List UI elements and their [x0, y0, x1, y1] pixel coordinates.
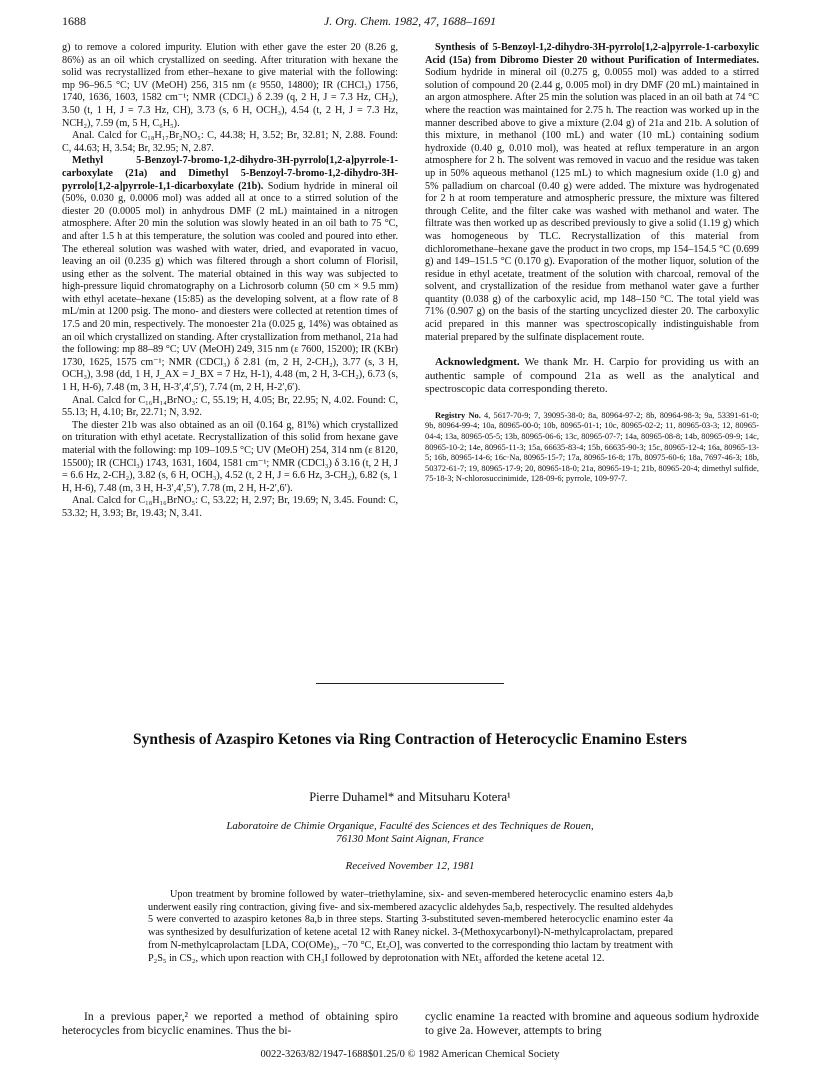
paragraph	[425, 42, 759, 344]
paragraph: g) to remove a colored impurity. Elution with ether gave the ester 20 (8.26 g, 86%) as an oil which crystallized on seeding. After trituration with hexane the solid was recrystallized from ether–hexane to give material with the following: mp 96–96.5 °C; UV (MeOH) 256, 315 nm (ε 9550, 14800); IR (CHCl₃) 1756, 1740, 1636, 1603, 1582 cm⁻¹; NMR (CDCl₃) δ 2.39 (q, 2 H, J = 7.3 Hz, CH₂), 3.50 (t, 1 H, J = 7.3 Hz, CH), 3.73 (s, 6 H, OCH₃), 4.54 (t, 2 H, J = 7.3 Hz, NCH₂), 7.59 (m, 5 H, C₆H₅).	[62, 42, 398, 129]
article-title: Synthesis of Azaspiro Ketones via Ring Contraction of Heterocyclic Enamino Esters	[133, 731, 687, 748]
introduction-text: cyclic enamine 1a reacted with bromine and aqueous sodium hydroxide to give 2a. However, attempts to bring	[425, 1011, 759, 1037]
right-column	[425, 42, 759, 485]
introduction-text: In a previous paper,² we reported a method of obtaining spiro heterocycles from bicyclic enamines. Thus the bi-	[62, 1011, 398, 1037]
registry-body: 4, 5617-70-9; 7, 39095-38-0; 8a, 80964-97-2; 8b, 80964-98-3; 9a, 53391-61-0; 9b, 80964-99-4; 10a, 80965-00-0; 10b, 80965-01-1; 10c, 80965-02-2; 11, 80965-03-3; 12, 80965-04-4; 13a, 80965-05-5; 13b, 80965-06-6; 13c, 80965-07-7; 14a, 80965-08-8; 14b, 80965-09-9; 14c, 80965-10-2; 14e, 80965-11-3; 15a, 66635-83-4; 15b, 66635-90-3; 15c, 80965-12-4; 16a, 80965-13-5; 16b, 80965-14-6; 16c·Na, 80965-15-7; 17a, 80965-16-8; 17b, 80975-60-6; 18a, 7697-46-3; 18b, 50372-61-7; 19, 80965-17-9; 20, 80965-18-0; 21a, 80965-19-1; 21b, 80965-20-4; dimethyl sulfide, 75-18-3; N-chlorosuccinimide, 128-09-6; pyrrole, 109-97-7.	[425, 410, 759, 484]
copyright-footer: 0022-3263/82/1947-1688$01.25/0 © 1982 American Chemical Society	[260, 1049, 560, 1060]
registry-heading: Registry No.	[435, 410, 481, 420]
author-affiliation	[120, 820, 700, 846]
left-column	[62, 42, 398, 521]
acknowledgment	[425, 356, 759, 397]
paragraph: Anal. Calcd for C₁₈H₁₇Br₂NO₅: C, 44.38; H, 3.52; Br, 32.81; N, 2.88. Found: C, 44.63; H, 3.54; Br, 32.95; N, 2.87.	[62, 130, 398, 154]
section-heading: Methyl 5-Benzoyl-7-bromo-1,2-dihydro-3H-pyrrolo[1,2-a]pyrrole-1-carboxylate (21a) and Dimethyl 5-Benzoyl-7-bromo-1,2-dihydro-3H-pyrrolo[1,2-a]pyrrole-1,1-dicarboxylate (21b).	[62, 155, 398, 192]
section-divider	[316, 683, 504, 684]
page-number: 1688	[62, 14, 86, 28]
abstract: Upon treatment by bromine followed by water–triethylamine, six- and seven-membered heterocyclic enamino esters 4a,b underwent easily ring contraction, giving five- and six-membered azacyclic aldehydes 5a,b, respectively. The resulted aldehydes 5 were converted to azaspiro ketones 8a,b in three steps. Starting 3-substituted seven-membered heterocyclic enamino ester 4a was synthesized by desulfurization of ketene acetal 12 with Raney nickel. 3-(Methoxycarbonyl)-N-methylcaprolactam, prepared from N-methylcaprolactam [LDA, CO(OMe)₂, −70 °C, Et₂O], was converted to the corresponding thio lactam by treatment with P₂S₅ in CS₂, which upon reaction with CH₃I followed by deprotonation with NEt₃ afforded the ketene acetal 12.	[148, 889, 673, 964]
paragraph	[62, 155, 398, 394]
running-header	[62, 14, 758, 30]
received-date: Received November 12, 1981	[345, 860, 475, 872]
section-heading: Synthesis of 5-Benzoyl-1,2-dihydro-3H-pyrrolo[1,2-a]pyrrole-1-carboxylic Acid (15a) from Dibromo Diester 20 without Purification of Intermediates.	[425, 42, 759, 66]
paragraph-body: Sodium hydride in mineral oil (0.275 g, 0.0055 mol) was added to a stirred solution of compound 20 (2.44 g, 0.005 mol) in dry DMF (20 mL) maintained in an argon atmosphere. After 25 min the solution was placed in an oil bath at 74 °C where the reaction was maintained for 2.75 h. The reaction was worked up in the manner described above to give a mixture (2.04 g) of 21a and 21b. A solution of this mixture, in methanol (100 mL) and water (10 mL) containing sodium hydroxide (0.40 g, 0.010 mol), was heated at reflux temperature in an argon atmosphere for 2 h. The solvent was removed in vacuo and the residue was taken up in 50% aqueous methanol (125 mL) to which magnesium oxide (1.0 g) and 5% palladium on charcoal (0.40 g) were added. The mixture was hydrogenated for 2 h at room temperature and atmospheric pressure, the mixture was filtered through Celite, and the filter cake was washed with methanol and water. The filtrate was then worked up as described previously to give a solid (1.19 g) which was homogeneous by TLC. Recrystallization of this material from dichloromethane–hexane gave the product in two crops, mp 154–154.5 °C (0.699 g) and 149–151.5 °C (0.170 g). Evaporation of the mother liquor, solution of the residue in ethyl acetate, treatment of the solution with charcoal, removal of the solvent, and crystallization of the residue from methanol water gave a further quantity (0.038 g) of the carboxylic acid, mp 148–150 °C. The total yield was 71% (0.907 g) on the basis of the starting uncyclized diester 20. The carboxylic acid prepared in this manner was spectroscopically indistinguishable from material prepared by the sulfinate displacement route.	[425, 67, 759, 343]
acknowledgment-heading: Acknowledgment.	[435, 356, 520, 369]
journal-citation: J. Org. Chem. 1982, 47, 1688–1691	[323, 14, 497, 28]
acknowledgment-body: We thank Mr. H. Carpio for providing us with an authentic sample of compound 21a as well as the analytical and spectroscopic data corresponding thereto.	[425, 356, 759, 396]
registry-numbers	[425, 411, 759, 485]
paragraph-body: Sodium hydride in mineral oil (50%, 0.030 g, 0.0006 mol) was added all at once to a stirred solution of the diester 20 (0.0005 mol) in anhydrous DMF (2 mL) maintained in a nitrogen atmosphere. After 20 min the solution was slowly heated in an oil bath to 75 °C, and after 1.5 h at this temperature, the solution was cooled and poured into ether. The ethereal solution was washed with water, dried, and evaporated in vacuo, leaving an oil (0.235 g) which was filtered through a short column of Florisil, using ether as the solvent. The material obtained in this way was subjected to high-pressure liquid chromatography on a Lichrosorb column (50 cm × 9.5 mm) with ethyl acetate–hexane (15:85) as the developing solvent, at a flow rate of 8 mL/min at 1200 psig. The mono- and diesters were collected at retention times of 17.5 and 20 min, respectively. The monoester 21a (0.025 g, 14%) was obtained as an oil which crystallized on standing. After crystallization from methanol, 21a had the following: mp 88–89 °C; UV (MeOH) 249, 315 nm (ε 7600, 15200); IR (KBr) 1730, 1625, 1575 cm⁻¹; NMR (CDCl₃) δ 2.81 (m, 2 H, 2-CH₂), 3.77 (s, 3 H, OCH₃), 3.98 (dd, 1 H, J_AX = J_BX = 7 Hz, H-1), 4.48 (m, 2 H, 3-CH₂), 6.73 (s, 1 H, H-6), 7.48 (m, 3 H, H-3′,4′,5′), 7.74 (m, 2 H, H-2′,6′).	[62, 180, 398, 394]
affiliation-line: 76130 Mont Saint Aignan, France	[336, 833, 484, 845]
affiliation-line: Laboratoire de Chimie Organique, Faculté des Sciences et des Techniques de Rouen,	[226, 820, 594, 832]
paragraph: Anal. Calcd for C₁₆H₁₄BrNO₃: C, 55.19; H, 4.05; Br, 22.95; N, 4.02. Found: C, 55.13; H, 4.10; Br, 22.71; N, 3.92.	[62, 394, 398, 419]
article-authors: Pierre Duhamel* and Mitsuharu Kotera¹	[309, 790, 511, 804]
paragraph: Anal. Calcd for C₁₈H₁₆BrNO₅: C, 53.22; H, 2.97; Br, 19.69; N, 3.45. Found: C, 53.32; H, 3.93; Br, 19.43; N, 3.41.	[62, 495, 398, 519]
paragraph: The diester 21b was also obtained as an oil (0.164 g, 81%) which crystallized on trituration with ethyl acetate. Recrystallization of this solid from hexane gave material with the following: mp 109–109.5 °C; UV (MeOH) 254, 314 nm (ε 8120, 15500); IR (CHCl₃) 1743, 1631, 1604, 1581 cm⁻¹; NMR (CDCl₃) δ 3.16 (t, 2 H, J = 6.6 Hz, 2-CH₂), 3.82 (s, 6 H, OCH₃), 4.52 (t, 2 H, J = 6.6 Hz, 3-CH₂), 6.82 (s, 1 H, H-6), 7.48 (m, 3 H, H-3′,4′,5′), 7.78 (m, 2 H, H-2′,6′).	[62, 419, 398, 494]
